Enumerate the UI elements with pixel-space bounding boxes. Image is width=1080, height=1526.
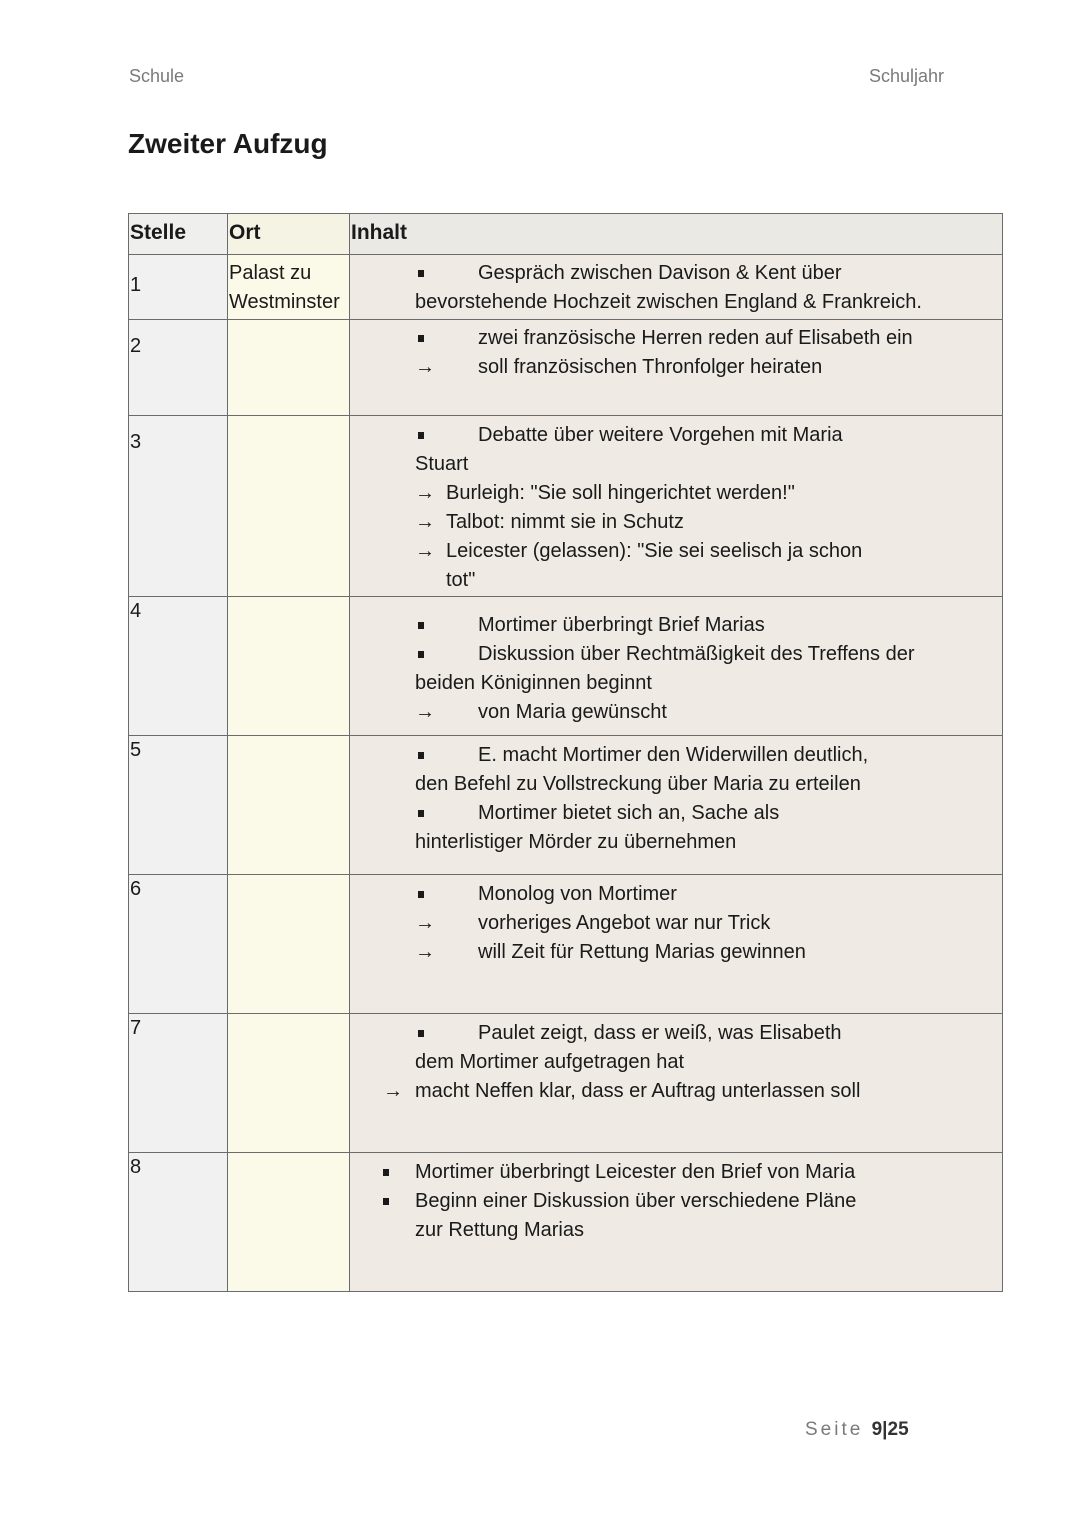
cell-inhalt xyxy=(350,320,1003,416)
content-line: → will Zeit für Rettung Marias gewinnen xyxy=(350,938,1002,967)
content-line: Stuart xyxy=(415,453,469,475)
bullet-icon xyxy=(383,1158,415,1187)
cell-ort xyxy=(228,1153,350,1292)
table-row xyxy=(129,320,1003,416)
content-line: Beginn einer Diskussion über verschiedene Pläne xyxy=(350,1187,1002,1216)
column-header-inhalt: Inhalt xyxy=(350,214,1003,255)
cell-ort xyxy=(228,320,350,416)
table-row xyxy=(129,1014,1003,1153)
bullet-icon xyxy=(350,640,478,669)
content-line: hinterlistiger Mörder zu übernehmen xyxy=(415,831,737,853)
scene-table xyxy=(128,213,1003,1292)
column-header-ort: Ort xyxy=(228,214,350,255)
content-line: → soll französischen Thronfolger heiraten xyxy=(350,353,1002,382)
cell-inhalt xyxy=(350,1014,1003,1153)
page-separator: | xyxy=(882,1419,888,1440)
content-line: → von Maria gewünscht xyxy=(350,698,1002,727)
cell-stelle: 1 xyxy=(129,255,228,320)
content-line: Gespräch zwischen Davison & Kent über xyxy=(350,259,1002,288)
table-row xyxy=(129,1153,1003,1292)
page-title: Zweiter Aufzug xyxy=(128,128,328,159)
header-school: Schule xyxy=(129,66,185,86)
arrow-icon: → xyxy=(383,1080,403,1102)
current-page: 9 xyxy=(871,1419,883,1440)
content-line: zwei französische Herren reden auf Elisabeth ein xyxy=(350,324,1002,353)
bullet-icon xyxy=(350,1019,478,1048)
cell-ort xyxy=(228,875,350,1014)
bullet-icon xyxy=(350,799,478,828)
arrow-icon: → xyxy=(415,540,435,562)
table-row xyxy=(129,416,1003,597)
content-line: Paulet zeigt, dass er weiß, was Elisabeth xyxy=(350,1019,1002,1048)
content-line: Mortimer bietet sich an, Sache als xyxy=(350,799,1002,828)
content-line: → vorheriges Angebot war nur Trick xyxy=(350,909,1002,938)
content-line: Mortimer überbringt Brief Marias xyxy=(350,611,1002,640)
cell-stelle: 4 xyxy=(129,597,228,736)
cell-ort xyxy=(228,255,350,320)
content-line: Mortimer überbringt Leicester den Brief von Maria xyxy=(350,1158,1002,1187)
content-line: zur Rettung Marias xyxy=(415,1219,584,1241)
content-line: → Talbot: nimmt sie in Schutz xyxy=(350,508,1002,537)
cell-stelle: 5 xyxy=(129,736,228,875)
bullet-icon xyxy=(350,421,478,450)
cell-inhalt xyxy=(350,875,1003,1014)
content-line: Monolog von Mortimer xyxy=(350,880,1002,909)
page-number xyxy=(805,1419,909,1441)
content-line: dem Mortimer aufgetragen hat xyxy=(415,1051,685,1073)
ort-line: Palast zu xyxy=(229,262,312,284)
table-row xyxy=(129,255,1003,320)
content-line: → Leicester (gelassen): "Sie sei seelisch ja schon xyxy=(350,537,1002,566)
content-line: Diskussion über Rechtmäßigkeit des Treffens der xyxy=(350,640,1002,669)
ort-line: Westminster xyxy=(229,291,340,313)
arrow-icon: → xyxy=(415,701,435,723)
cell-ort xyxy=(228,1014,350,1153)
arrow-icon: → xyxy=(415,941,435,963)
cell-stelle: 2 xyxy=(129,320,228,416)
table-row xyxy=(129,736,1003,875)
content-line: → Burleigh: "Sie soll hingerichtet werden!" xyxy=(350,479,1002,508)
content-line: beiden Königinnen beginnt xyxy=(415,672,652,694)
bullet-icon xyxy=(350,259,478,288)
content-line: tot" xyxy=(446,569,476,591)
cell-ort xyxy=(228,416,350,597)
cell-inhalt xyxy=(350,1153,1003,1292)
content-line: bevorstehende Hochzeit zwischen England & Frankreich. xyxy=(415,291,922,313)
content-line: E. macht Mortimer den Widerwillen deutlich, xyxy=(350,741,1002,770)
cell-inhalt xyxy=(350,416,1003,597)
cell-stelle: 7 xyxy=(129,1014,228,1153)
cell-stelle: 3 xyxy=(129,416,228,597)
table-row xyxy=(129,597,1003,736)
cell-ort xyxy=(228,736,350,875)
bullet-icon xyxy=(350,611,478,640)
bullet-icon xyxy=(350,324,478,353)
content-line: Debatte über weitere Vorgehen mit Maria xyxy=(350,421,1002,450)
arrow-icon: → xyxy=(415,356,435,378)
cell-stelle: 6 xyxy=(129,875,228,1014)
column-header-stelle: Stelle xyxy=(129,214,228,255)
arrow-icon: → xyxy=(415,511,435,533)
arrow-icon: → xyxy=(415,482,435,504)
content-line: den Befehl zu Vollstreckung über Maria zu erteilen xyxy=(415,773,861,795)
table-row xyxy=(129,875,1003,1014)
cell-ort xyxy=(228,597,350,736)
arrow-icon: → xyxy=(415,912,435,934)
bullet-icon xyxy=(350,880,478,909)
bullet-icon xyxy=(383,1187,415,1216)
total-pages: 25 xyxy=(887,1419,909,1440)
table-header-row xyxy=(129,214,1003,255)
header-school-year: Schuljahr xyxy=(869,66,945,86)
cell-inhalt xyxy=(350,736,1003,875)
bullet-icon xyxy=(350,741,478,770)
content-line: → macht Neffen klar, dass er Auftrag unterlassen soll xyxy=(350,1077,1002,1106)
page-label: Seite xyxy=(805,1419,864,1440)
cell-inhalt xyxy=(350,255,1003,320)
cell-stelle: 8 xyxy=(129,1153,228,1292)
cell-inhalt xyxy=(350,597,1003,736)
